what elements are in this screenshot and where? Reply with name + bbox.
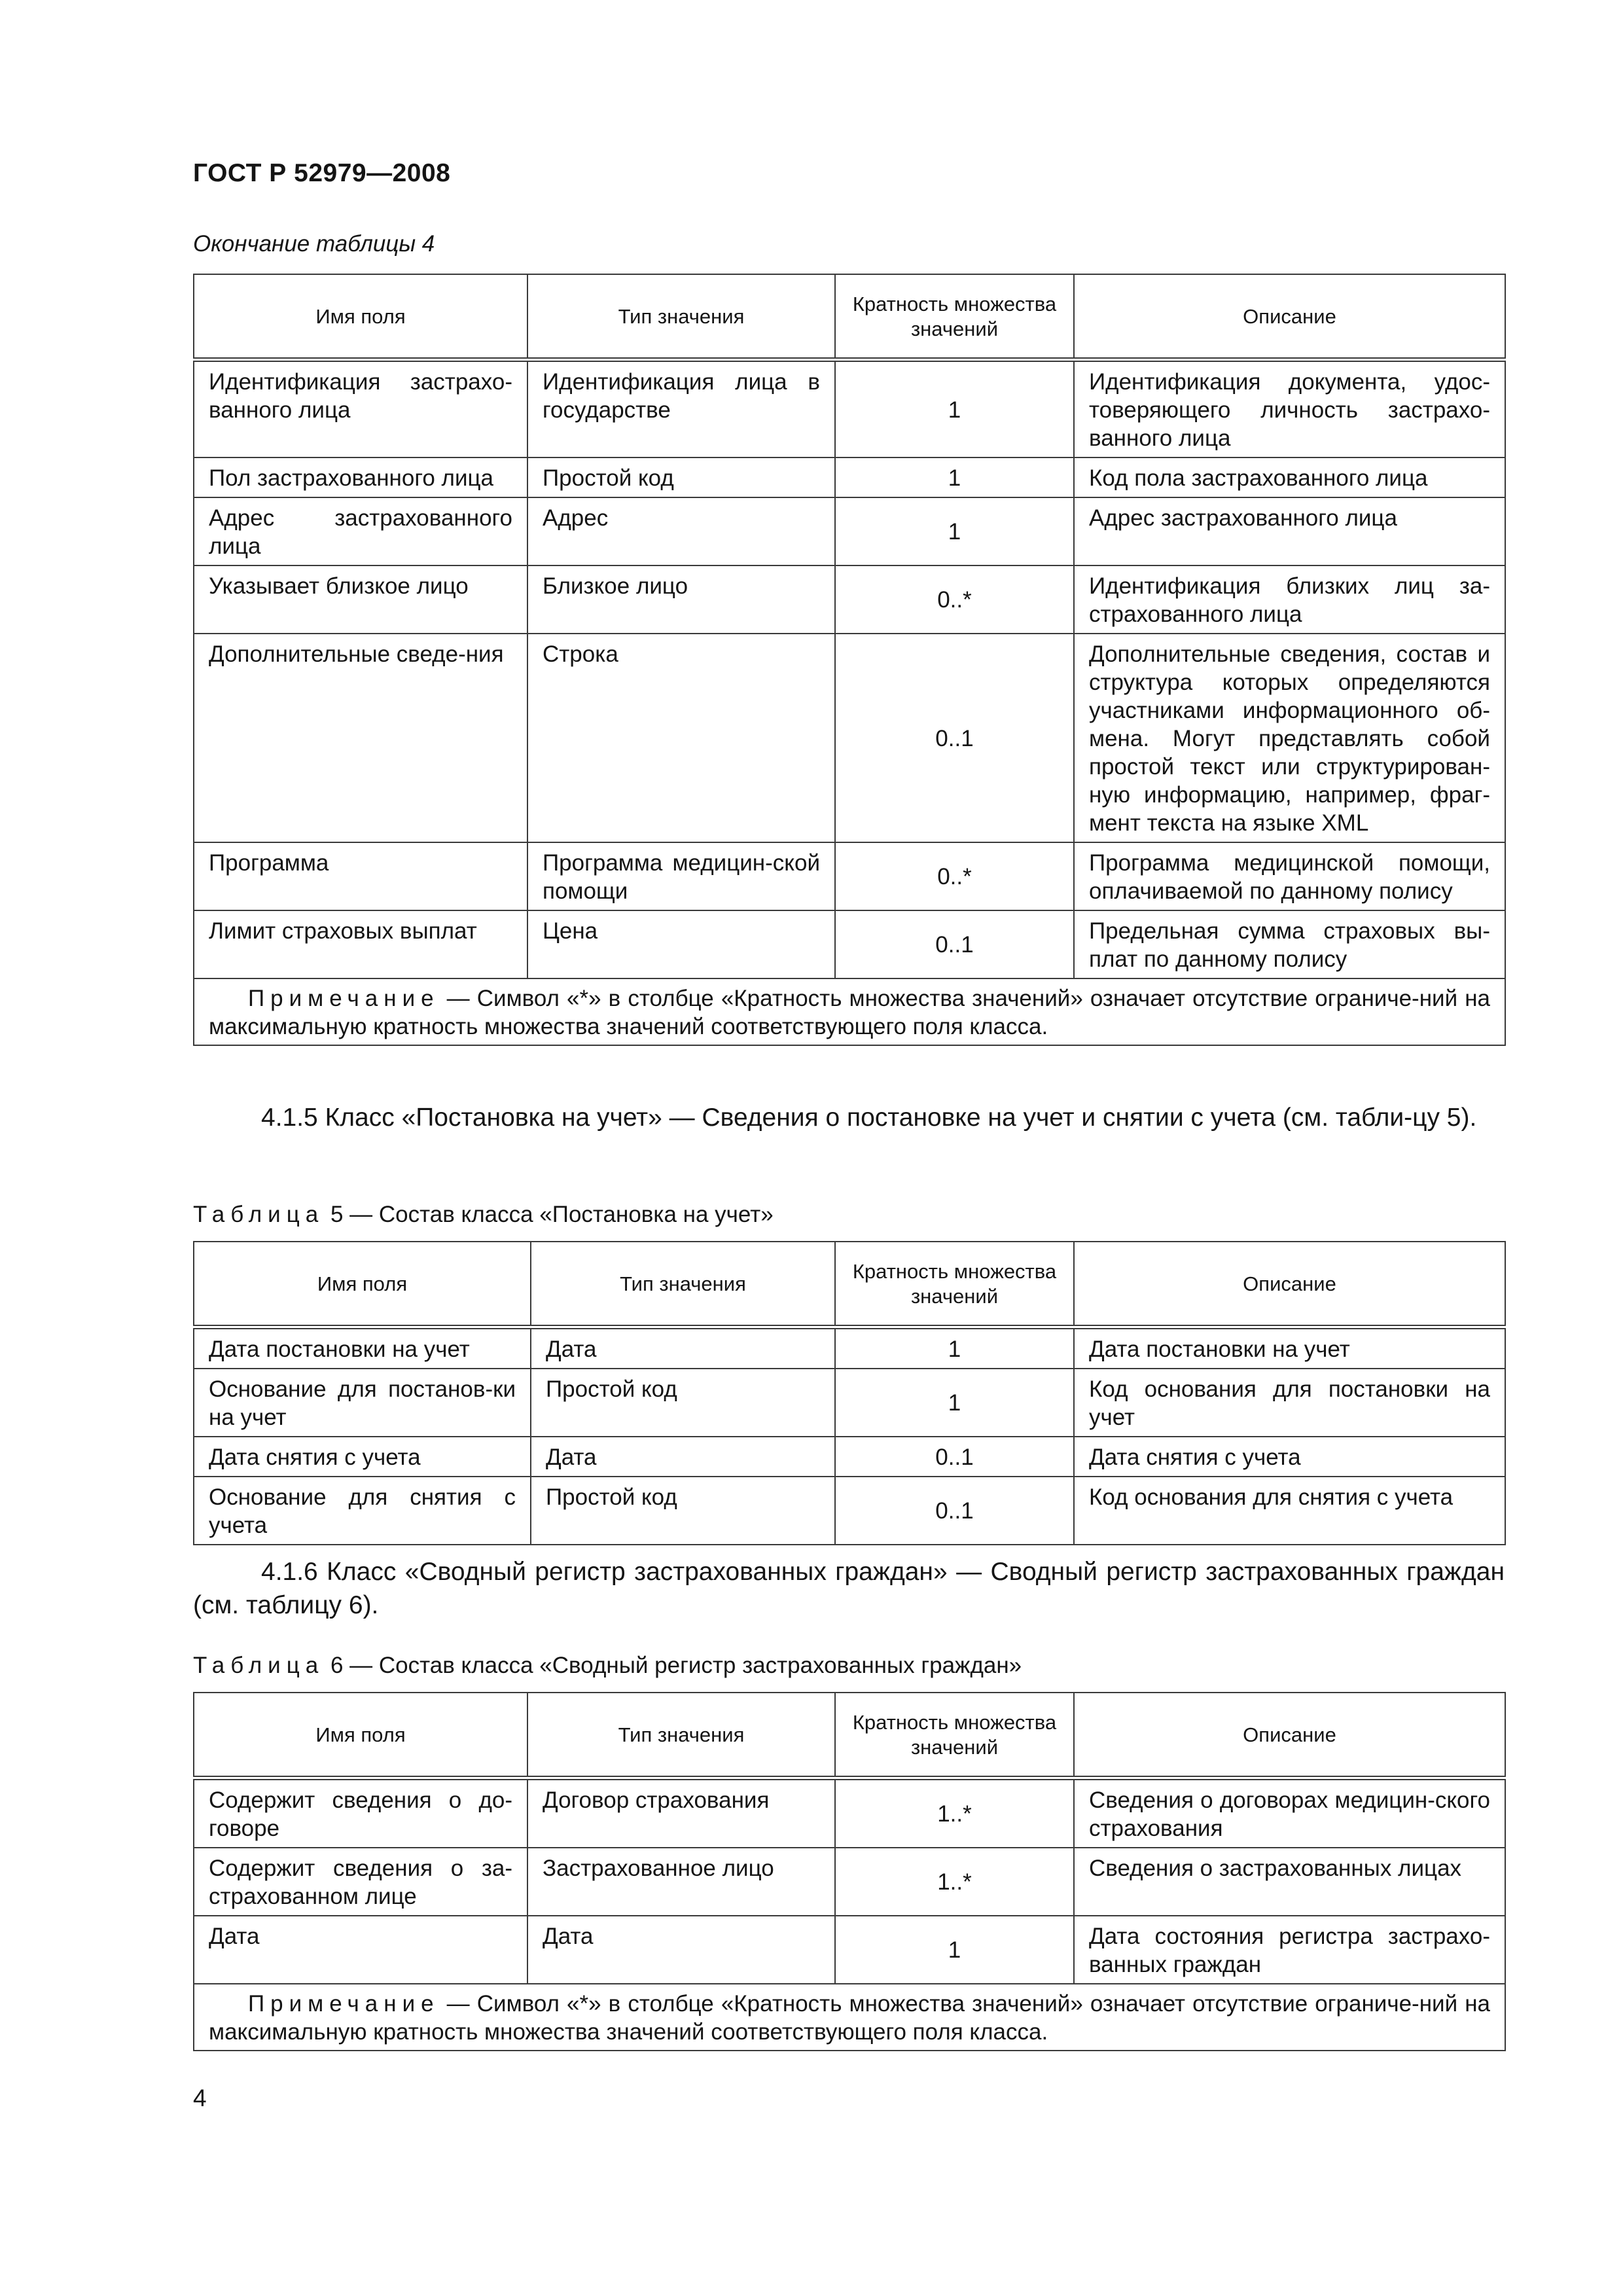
table-note — [194, 1984, 1505, 2051]
caption-text: 6 — Состав класса «Сводный регистр застрахованных граждан» — [324, 1653, 1022, 1678]
cell-field-name: Лимит страховых выплат — [194, 910, 527, 978]
cell-field-name: Указывает близкое лицо — [194, 565, 527, 634]
cell-value-type: Дата — [527, 1916, 835, 1984]
cell-value-type: Близкое лицо — [527, 565, 835, 634]
column-header-value-type: Тип значения — [531, 1242, 835, 1327]
table-row — [194, 1369, 1505, 1437]
table-4-continuation-caption: Окончание таблицы 4 — [193, 231, 435, 257]
cell-field-name: Основание для постанов-ки на учет — [194, 1369, 531, 1437]
cell-description: Дата постановки на учет — [1074, 1327, 1505, 1369]
cell-description: Код основания для снятия с учета — [1074, 1477, 1505, 1545]
column-header-description: Описание — [1074, 1242, 1505, 1327]
document-header: ГОСТ Р 52979—2008 — [193, 159, 451, 187]
note-text: — Символ «*» в столбце «Кратность множества значений» означает отсутствие ограниче-ний на максимальную кратность множества значений соответствующего поля класса. — [209, 985, 1490, 1039]
cell-description: Идентификация близких лиц за-страхованного лица — [1074, 565, 1505, 634]
cell-multiplicity: 0..* — [835, 565, 1074, 634]
cell-field-name: Дата — [194, 1916, 527, 1984]
table-note-row — [194, 978, 1505, 1045]
cell-value-type: Программа медицин-ской помощи — [527, 842, 835, 910]
cell-multiplicity: 1 — [835, 1916, 1074, 1984]
cell-value-type: Идентификация лица в государстве — [527, 359, 835, 457]
table-row — [194, 1327, 1505, 1369]
table-header-row — [194, 1242, 1505, 1327]
table-row — [194, 497, 1505, 565]
caption-prefix: Таблица — [193, 1202, 325, 1227]
table-header-row — [194, 1693, 1505, 1778]
column-header-description: Описание — [1074, 1693, 1505, 1778]
column-header-field-name: Имя поля — [194, 1242, 531, 1327]
cell-field-name: Адрес застрахованного лица — [194, 497, 527, 565]
page-number: 4 — [193, 2085, 207, 2111]
column-header-multiplicity: Кратность множества значений — [835, 1242, 1074, 1327]
cell-value-type: Договор страхования — [527, 1778, 835, 1848]
cell-value-type: Простой код — [531, 1477, 835, 1545]
cell-multiplicity: 1 — [835, 1327, 1074, 1369]
cell-description: Код пола застрахованного лица — [1074, 457, 1505, 497]
cell-field-name: Дата постановки на учет — [194, 1327, 531, 1369]
table-row — [194, 359, 1505, 457]
cell-multiplicity: 0..1 — [835, 1477, 1074, 1545]
table-row — [194, 1437, 1505, 1477]
caption-text: 5 — Состав класса «Постановка на учет» — [324, 1202, 774, 1227]
cell-field-name: Содержит сведения о за-страхованном лице — [194, 1848, 527, 1916]
cell-value-type: Дата — [531, 1327, 835, 1369]
column-header-field-name: Имя поля — [194, 1693, 527, 1778]
table-row — [194, 1848, 1505, 1916]
table-6-caption — [193, 1653, 1022, 1679]
cell-description: Адрес застрахованного лица — [1074, 497, 1505, 565]
table-header-row — [194, 274, 1505, 359]
cell-multiplicity: 0..1 — [835, 910, 1074, 978]
table-row — [194, 457, 1505, 497]
cell-value-type: Строка — [527, 634, 835, 842]
cell-value-type: Простой код — [531, 1369, 835, 1437]
column-header-multiplicity: Кратность множества значений — [835, 1693, 1074, 1778]
table-note — [194, 978, 1505, 1045]
table-row — [194, 842, 1505, 910]
paragraph-4-1-6: 4.1.6 Класс «Сводный регистр застрахованных граждан» — Сводный регистр застрахованных граждан (см. таблицу 6). — [193, 1558, 1505, 1619]
table-4 — [193, 274, 1506, 1046]
cell-value-type: Дата — [531, 1437, 835, 1477]
cell-field-name: Пол застрахованного лица — [194, 457, 527, 497]
cell-field-name: Дата снятия с учета — [194, 1437, 531, 1477]
cell-multiplicity: 1..* — [835, 1778, 1074, 1848]
cell-description: Дополнительные сведения, состав и структура которых определяются участниками информационного об-мена. Могут представлять собой простой текст или структурирован-ную информацию, например, фраг-мент текста на языке XML — [1074, 634, 1505, 842]
column-header-multiplicity: Кратность множества значений — [835, 274, 1074, 359]
cell-description: Предельная сумма страховых вы-плат по данному полису — [1074, 910, 1505, 978]
paragraph-4-1-5: 4.1.5 Класс «Постановка на учет» — Сведения о постановке на учет и снятии с учета (см. табли-цу 5). — [261, 1103, 1477, 1132]
table-6 — [193, 1692, 1506, 2051]
cell-field-name: Идентификация застрахо-ванного лица — [194, 359, 527, 457]
cell-multiplicity: 1 — [835, 457, 1074, 497]
column-header-value-type: Тип значения — [527, 1693, 835, 1778]
note-prefix: Примечание — [248, 1990, 440, 2017]
cell-field-name: Дополнительные сведе-ния — [194, 634, 527, 842]
table-5-caption — [193, 1202, 774, 1228]
table-row — [194, 1477, 1505, 1545]
cell-description: Программа медицинской помощи, оплачиваемой по данному полису — [1074, 842, 1505, 910]
cell-multiplicity: 0..1 — [835, 634, 1074, 842]
table-note-row — [194, 1984, 1505, 2051]
cell-multiplicity: 0..1 — [835, 1437, 1074, 1477]
cell-description: Идентификация документа, удос-товеряющего личность застрахо-ванного лица — [1074, 359, 1505, 457]
cell-multiplicity: 1 — [835, 497, 1074, 565]
cell-multiplicity: 0..* — [835, 842, 1074, 910]
cell-value-type: Застрахованное лицо — [527, 1848, 835, 1916]
cell-description: Сведения о договорах медицин-ского страхования — [1074, 1778, 1505, 1848]
column-header-field-name: Имя поля — [194, 274, 527, 359]
table-5 — [193, 1241, 1506, 1545]
note-prefix: Примечание — [248, 985, 440, 1011]
table-row — [194, 634, 1505, 842]
cell-value-type: Простой код — [527, 457, 835, 497]
cell-value-type: Цена — [527, 910, 835, 978]
cell-multiplicity: 1..* — [835, 1848, 1074, 1916]
caption-prefix: Таблица — [193, 1653, 325, 1678]
cell-description: Сведения о застрахованных лицах — [1074, 1848, 1505, 1916]
table-row — [194, 910, 1505, 978]
cell-description: Дата состояния регистра застрахо-ванных граждан — [1074, 1916, 1505, 1984]
cell-field-name: Содержит сведения о до-говоре — [194, 1778, 527, 1848]
column-header-value-type: Тип значения — [527, 274, 835, 359]
cell-field-name: Программа — [194, 842, 527, 910]
cell-description: Код основания для постановки на учет — [1074, 1369, 1505, 1437]
note-text: — Символ «*» в столбце «Кратность множества значений» означает отсутствие ограниче-ний на максимальную кратность множества значений соответствующего поля класса. — [209, 1990, 1490, 2045]
table-row — [194, 565, 1505, 634]
cell-value-type: Адрес — [527, 497, 835, 565]
cell-multiplicity: 1 — [835, 359, 1074, 457]
cell-multiplicity: 1 — [835, 1369, 1074, 1437]
table-row — [194, 1916, 1505, 1984]
cell-field-name: Основание для снятия с учета — [194, 1477, 531, 1545]
column-header-description: Описание — [1074, 274, 1505, 359]
cell-description: Дата снятия с учета — [1074, 1437, 1505, 1477]
table-row — [194, 1778, 1505, 1848]
